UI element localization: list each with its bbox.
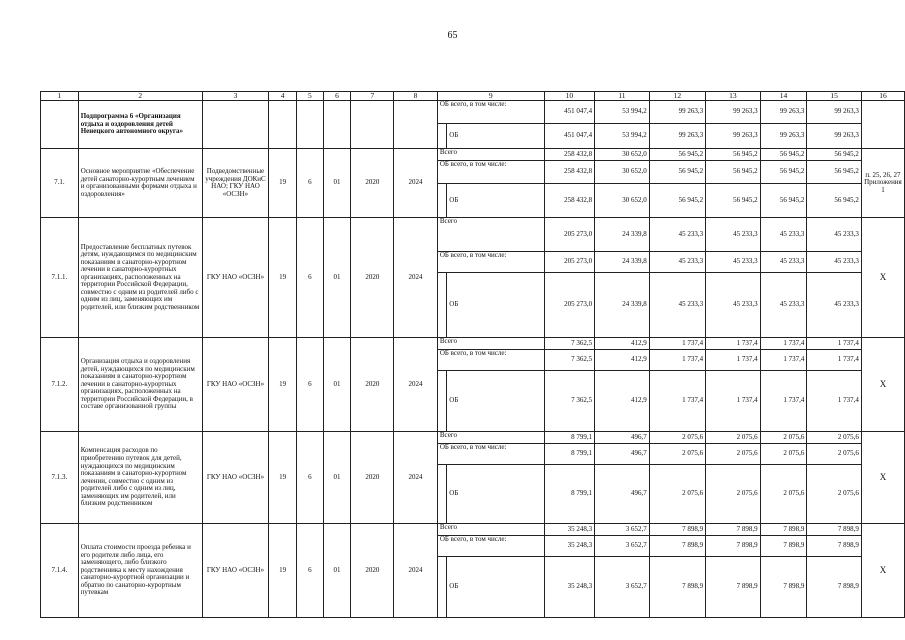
- measure-name: Основное мероприятие «Обеспечение детей санаторно-курортным лечением и организованными формами отдыха и оздоровления»: [78, 149, 202, 218]
- amount-cell: 412,9: [595, 371, 650, 432]
- empty-cell: [394, 101, 438, 149]
- amount-cell: 8 799,1: [544, 432, 595, 444]
- measure-name: Компенсация расходов по приобретению путевок для детей, нуждающихся по медицинским показаниям в санаторно-курортном лечении, совместно с одним из родителей либо с одним из лиц, заменяющих им родителей, или близким родственником: [78, 432, 202, 524]
- amount-cell: 2 075,6: [649, 432, 705, 444]
- indent-cell: [437, 124, 446, 149]
- column-header: 5: [297, 92, 324, 101]
- column-header: 3: [202, 92, 268, 101]
- amount-cell: 24 339,8: [595, 252, 650, 273]
- amount-cell: 56 945,2: [649, 161, 705, 184]
- code-cell: 2020: [351, 149, 394, 218]
- amount-cell: 99 263,3: [649, 124, 705, 149]
- amount-cell: 8 799,1: [544, 465, 595, 524]
- executor: ГКУ НАО «ОСЗН»: [202, 338, 268, 432]
- amount-cell: 45 233,3: [649, 252, 705, 273]
- column-header: 16: [861, 92, 904, 101]
- measure-name: Организация отдыха и оздоровления детей, нуждающихся по медицинским показаниям в санаторно-курортном лечении в санаторно-курортных организациях, расположенных на территории Российской Федерации, в составе организованной группы: [78, 338, 202, 432]
- measure-row: [41, 149, 905, 161]
- amount-cell: 56 945,2: [760, 184, 807, 218]
- indent-cell: [437, 371, 446, 432]
- measure-number: 7.1.1.: [41, 218, 79, 338]
- code-cell: 6: [297, 338, 324, 432]
- amount-cell: 7 898,9: [807, 524, 862, 536]
- amount-cell: 1 737,4: [760, 371, 807, 432]
- funding-source: Всего: [437, 218, 544, 252]
- amount-cell: 45 233,3: [760, 218, 807, 252]
- page-number: 65: [447, 30, 458, 41]
- amount-cell: 56 945,2: [760, 149, 807, 161]
- amount-cell: 7 362,5: [544, 350, 595, 371]
- column-header: 15: [807, 92, 862, 101]
- amount-cell: 7 898,9: [807, 536, 862, 557]
- executor: ГКУ НАО «ОСЗН»: [202, 432, 268, 524]
- code-cell: 01: [323, 432, 351, 524]
- code-cell: 2024: [394, 338, 438, 432]
- funding-source: ОБ: [447, 465, 544, 524]
- measure-name: Оплата стоимости проезда ребенка и его родителя либо лица, его заменяющего, либо близкого родственника к месту нахождения санаторно-курортной организации и обратно по санаторно-курортным путевкам: [78, 524, 202, 618]
- amount-cell: 45 233,3: [706, 252, 761, 273]
- code-cell: 2024: [394, 149, 438, 218]
- amount-cell: 7 898,9: [649, 536, 705, 557]
- notes-cell: X: [861, 218, 904, 338]
- amount-cell: 205 273,0: [544, 273, 595, 338]
- amount-cell: 7 898,9: [760, 536, 807, 557]
- amount-cell: 45 233,3: [649, 218, 705, 252]
- indent-cell: [437, 184, 446, 218]
- amount-cell: 45 233,3: [807, 273, 862, 338]
- column-header: 2: [78, 92, 202, 101]
- funding-source: ОБ всего, в том числе:: [437, 101, 544, 124]
- amount-cell: 56 945,2: [649, 184, 705, 218]
- amount-cell: 99 263,3: [807, 101, 862, 124]
- column-header: 12: [649, 92, 705, 101]
- amount-cell: 53 994,2: [595, 101, 650, 124]
- amount-cell: 3 652,7: [595, 536, 650, 557]
- measure-row: [41, 338, 905, 350]
- code-cell: 2020: [351, 218, 394, 338]
- amount-cell: 205 273,0: [544, 252, 595, 273]
- empty-cell: [297, 101, 324, 149]
- column-header: 8: [394, 92, 438, 101]
- amount-cell: 2 075,6: [706, 465, 761, 524]
- amount-cell: 2 075,6: [760, 432, 807, 444]
- funding-source: Всего: [437, 149, 544, 161]
- amount-cell: 451 047,4: [544, 101, 595, 124]
- amount-cell: 30 652,0: [595, 161, 650, 184]
- amount-cell: 2 075,6: [807, 444, 862, 465]
- amount-cell: 1 737,4: [649, 350, 705, 371]
- amount-cell: 45 233,3: [807, 218, 862, 252]
- code-cell: 19: [269, 149, 297, 218]
- code-cell: 2020: [351, 524, 394, 618]
- measure-number: 7.1.3.: [41, 432, 79, 524]
- funding-source: ОБ: [447, 557, 544, 618]
- amount-cell: 412,9: [595, 350, 650, 371]
- amount-cell: 451 047,4: [544, 124, 595, 149]
- code-cell: 2024: [394, 432, 438, 524]
- amount-cell: 2 075,6: [807, 465, 862, 524]
- amount-cell: 1 737,4: [760, 350, 807, 371]
- empty-cell: [351, 101, 394, 149]
- amount-cell: 56 945,2: [760, 161, 807, 184]
- measure-number: 7.1.4.: [41, 524, 79, 618]
- amount-cell: 2 075,6: [706, 432, 761, 444]
- notes-cell: X: [861, 432, 904, 524]
- amount-cell: 496,7: [595, 444, 650, 465]
- indent-cell: [437, 557, 446, 618]
- empty-cell: [202, 101, 268, 149]
- empty-cell: [323, 101, 351, 149]
- amount-cell: 1 737,4: [649, 338, 705, 350]
- amount-cell: 2 075,6: [760, 444, 807, 465]
- amount-cell: 7 362,5: [544, 371, 595, 432]
- funding-source: ОБ: [447, 273, 544, 338]
- amount-cell: 7 898,9: [760, 524, 807, 536]
- executor: ГКУ НАО «ОСЗН»: [202, 218, 268, 338]
- table-body: [41, 92, 905, 618]
- code-cell: 01: [323, 149, 351, 218]
- code-cell: 6: [297, 524, 324, 618]
- code-cell: 2020: [351, 432, 394, 524]
- amount-cell: 99 263,3: [706, 124, 761, 149]
- code-cell: 19: [269, 524, 297, 618]
- column-header: 11: [595, 92, 650, 101]
- amount-cell: 45 233,3: [807, 252, 862, 273]
- amount-cell: 35 248,3: [544, 536, 595, 557]
- amount-cell: 7 898,9: [649, 557, 705, 618]
- column-header: 9: [437, 92, 544, 101]
- amount-cell: 24 339,8: [595, 273, 650, 338]
- code-cell: 01: [323, 218, 351, 338]
- amount-cell: 496,7: [595, 432, 650, 444]
- amount-cell: 35 248,3: [544, 557, 595, 618]
- amount-cell: 45 233,3: [706, 218, 761, 252]
- amount-cell: 45 233,3: [706, 273, 761, 338]
- funding-source: ОБ всего, в том числе:: [437, 536, 544, 557]
- code-cell: 19: [269, 218, 297, 338]
- amount-cell: 99 263,3: [760, 124, 807, 149]
- code-cell: 6: [297, 218, 324, 338]
- code-cell: 2024: [394, 218, 438, 338]
- header-row: [41, 92, 905, 101]
- funding-source: Всего: [437, 338, 544, 350]
- amount-cell: 99 263,3: [649, 101, 705, 124]
- amount-cell: 7 898,9: [706, 536, 761, 557]
- amount-cell: 56 945,2: [807, 149, 862, 161]
- funding-source: Всего: [437, 524, 544, 536]
- subprogram-title: Подпрограмма 6 «Организация отдыха и оздоровления детей Ненецкого автономного округа»: [78, 101, 202, 149]
- amount-cell: 45 233,3: [760, 273, 807, 338]
- amount-cell: 1 737,4: [807, 371, 862, 432]
- funding-source: ОБ всего, в том числе:: [437, 252, 544, 273]
- executor: Подведомственные учреждения ДОКиС НАО; ГКУ НАО «ОСЗН»: [202, 149, 268, 218]
- notes-cell: п. 25, 26, 27 Приложения 1: [861, 149, 904, 218]
- amount-cell: 56 945,2: [807, 184, 862, 218]
- measure-number: 7.1.: [41, 149, 79, 218]
- code-cell: 2024: [394, 524, 438, 618]
- amount-cell: 99 263,3: [706, 101, 761, 124]
- code-cell: 6: [297, 432, 324, 524]
- funding-source: ОБ всего, в том числе:: [437, 444, 544, 465]
- amount-cell: 45 233,3: [649, 273, 705, 338]
- column-header: 10: [544, 92, 595, 101]
- amount-cell: 56 945,2: [807, 161, 862, 184]
- amount-cell: 7 898,9: [649, 524, 705, 536]
- amount-cell: 1 737,4: [807, 350, 862, 371]
- amount-cell: 99 263,3: [760, 101, 807, 124]
- measure-row: [41, 218, 905, 252]
- amount-cell: 2 075,6: [649, 465, 705, 524]
- amount-cell: 3 652,7: [595, 557, 650, 618]
- funding-source: ОБ: [447, 124, 544, 149]
- amount-cell: 7 362,5: [544, 338, 595, 350]
- amount-cell: 258 432,8: [544, 149, 595, 161]
- code-cell: 01: [323, 524, 351, 618]
- column-header: 13: [706, 92, 761, 101]
- amount-cell: 8 799,1: [544, 444, 595, 465]
- amount-cell: 56 945,2: [706, 184, 761, 218]
- amount-cell: 45 233,3: [760, 252, 807, 273]
- funding-source: ОБ: [447, 371, 544, 432]
- funding-source: Всего: [437, 432, 544, 444]
- amount-cell: 2 075,6: [807, 432, 862, 444]
- amount-cell: 496,7: [595, 465, 650, 524]
- column-header: 4: [269, 92, 297, 101]
- amount-cell: 205 273,0: [544, 218, 595, 252]
- amount-cell: 1 737,4: [706, 371, 761, 432]
- amount-cell: 258 432,8: [544, 161, 595, 184]
- amount-cell: 7 898,9: [807, 557, 862, 618]
- code-cell: 19: [269, 432, 297, 524]
- amount-cell: 7 898,9: [706, 524, 761, 536]
- measure-name: Предоставление бесплатных путевок детям, нуждающимся по медицинским показаниям в санаторно-курортном лечении в санаторно-курортных организациях, расположенных на территории Российской Федерации, совместно с одним из родителей либо с одним из лиц, заменяющих им родителей, или близким родственником: [78, 218, 202, 338]
- amount-cell: 56 945,2: [706, 161, 761, 184]
- amount-cell: 56 945,2: [706, 149, 761, 161]
- empty-cell: [269, 101, 297, 149]
- notes-cell: X: [861, 524, 904, 618]
- amount-cell: 412,9: [595, 338, 650, 350]
- column-header: 7: [351, 92, 394, 101]
- funding-source: ОБ всего, в том числе:: [437, 161, 544, 184]
- amount-cell: 2 075,6: [649, 444, 705, 465]
- amount-cell: 2 075,6: [706, 444, 761, 465]
- amount-cell: 30 652,0: [595, 184, 650, 218]
- code-cell: 6: [297, 149, 324, 218]
- column-header: 6: [323, 92, 351, 101]
- amount-cell: 1 737,4: [706, 350, 761, 371]
- amount-cell: 1 737,4: [807, 338, 862, 350]
- amount-cell: 24 339,8: [595, 218, 650, 252]
- code-cell: 19: [269, 338, 297, 432]
- measure-row: [41, 432, 905, 444]
- indent-cell: [437, 273, 446, 338]
- amount-cell: 2 075,6: [760, 465, 807, 524]
- column-header: 1: [41, 92, 79, 101]
- amount-cell: 35 248,3: [544, 524, 595, 536]
- code-cell: 01: [323, 338, 351, 432]
- funding-source: ОБ всего, в том числе:: [437, 350, 544, 371]
- amount-cell: 7 898,9: [706, 557, 761, 618]
- code-cell: 2020: [351, 338, 394, 432]
- amount-cell: 7 898,9: [760, 557, 807, 618]
- funding-source: ОБ: [447, 184, 544, 218]
- executor: ГКУ НАО «ОСЗН»: [202, 524, 268, 618]
- amount-cell: 258 432,8: [544, 184, 595, 218]
- row-number: [41, 101, 79, 149]
- measure-row: [41, 524, 905, 536]
- subprogram-row: [41, 101, 905, 124]
- amount-cell: 1 737,4: [706, 338, 761, 350]
- measure-number: 7.1.2.: [41, 338, 79, 432]
- amount-cell: 1 737,4: [760, 338, 807, 350]
- amount-cell: 99 263,3: [807, 124, 862, 149]
- notes-cell: [861, 101, 904, 149]
- notes-cell: X: [861, 338, 904, 432]
- amount-cell: 53 994,2: [595, 124, 650, 149]
- column-header: 14: [760, 92, 807, 101]
- amount-cell: 3 652,7: [595, 524, 650, 536]
- amount-cell: 30 652,0: [595, 149, 650, 161]
- budget-table: [40, 91, 905, 618]
- indent-cell: [437, 465, 446, 524]
- amount-cell: 56 945,2: [649, 149, 705, 161]
- amount-cell: 1 737,4: [649, 371, 705, 432]
